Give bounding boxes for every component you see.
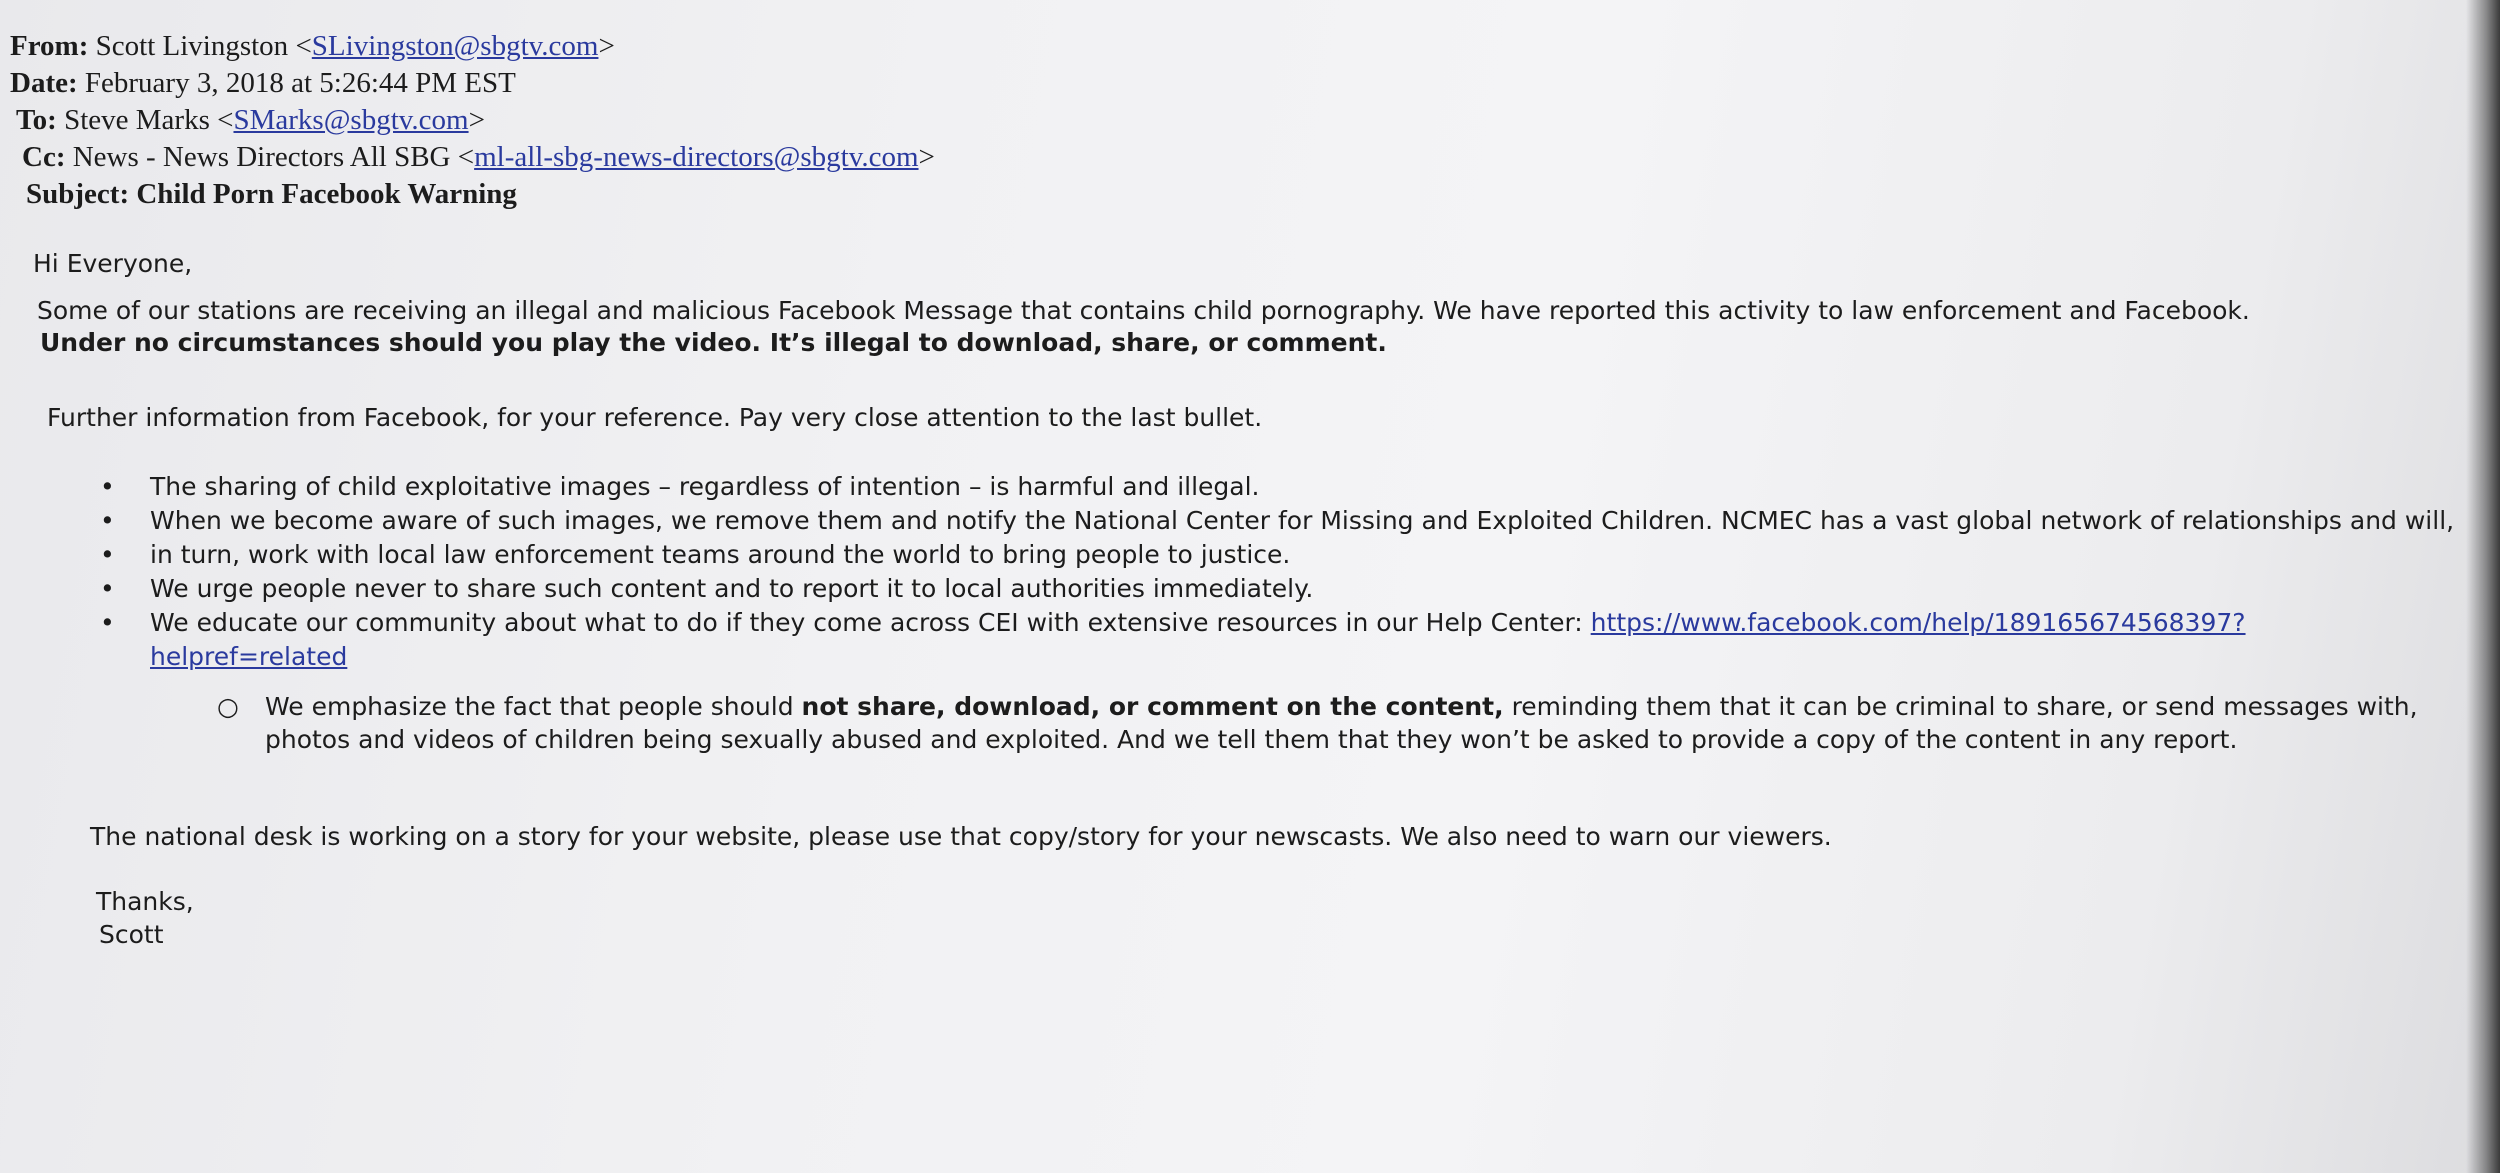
- date-label: Date:: [10, 67, 78, 99]
- greeting: Hi Everyone,: [33, 249, 193, 278]
- list-item: • When we become aware of such images, we remove them and notify the National Center for Missing and Exploited Children. NCMEC has a vast global network of relationships and will,: [90, 504, 2454, 538]
- list-item-continuation: • in turn, work with local law enforcement teams around the world to bring people to justice.: [90, 538, 2454, 572]
- subject-label: Subject:: [26, 178, 130, 210]
- circle-bullet-icon: ○: [217, 692, 239, 721]
- date-row: [10, 65, 935, 102]
- cc-row: Cc: News - News Directors All SBG <ml-all-sbg-news-directors@sbgtv.com>: [22, 141, 935, 173]
- help-center-link[interactable]: https://www.facebook.com/help/189165674568397?: [1590, 608, 2246, 637]
- signature: Scott: [99, 920, 164, 949]
- subject-value: Child Porn Facebook Warning: [136, 178, 517, 210]
- signoff: Thanks,: [96, 887, 194, 916]
- list-item: • We educate our community about what to do if they come across CEI with extensive resources in our Help Center: https://www.facebook.com/help/189165674568397? helpref=related: [90, 606, 2454, 674]
- help-center-link-cont[interactable]: helpref=related: [150, 642, 348, 671]
- from-name: Scott Livingston: [95, 30, 289, 62]
- date-value: February 3, 2018 at 5:26:44 PM EST: [84, 67, 516, 99]
- to-label: To:: [16, 104, 57, 136]
- cc-email-link[interactable]: ml-all-sbg-news-directors@sbgtv.com: [474, 141, 919, 173]
- from-row: From: Scott Livingston <SLivingston@sbgtv.com>: [10, 30, 615, 62]
- to-email-link[interactable]: SMarks@sbgtv.com: [233, 104, 469, 136]
- list-item: • The sharing of child exploitative images – regardless of intention – is harmful and illegal.: [90, 470, 2454, 504]
- sub-bullet: [217, 690, 2425, 756]
- monitor-edge: [2466, 0, 2500, 1173]
- email-header: [10, 28, 935, 213]
- cc-name: News - News Directors All SBG: [72, 141, 451, 173]
- from-email-link[interactable]: SLivingston@sbgtv.com: [311, 30, 599, 62]
- to-name: Steve Marks: [64, 104, 210, 136]
- paragraph-1: Some of our stations are receiving an illegal and malicious Facebook Message that contains child pornography. We have reported this activity to law enforcement and Facebook.: [37, 296, 2250, 325]
- cc-label: Cc:: [22, 141, 66, 173]
- paragraph-2: Further information from Facebook, for your reference. Pay very close attention to the last bullet.: [47, 403, 1263, 432]
- paragraph-1-warning: Under no circumstances should you play the video. It’s illegal to download, share, or comment.: [40, 328, 1387, 357]
- paragraph-3: The national desk is working on a story for your website, please use that copy/story for your newscasts. We also need to warn our viewers.: [90, 822, 1832, 851]
- facebook-info-list: [90, 470, 2454, 674]
- from-label: From:: [10, 30, 89, 62]
- sub-bullet-text: We emphasize the fact that people should not share, download, or comment on the content, reminding them that it can be criminal to share, or send messages with, photos and videos of children being sexually abused and exploited. And we tell them that they won’t be asked to provide a copy of the content in any report.: [265, 692, 2418, 754]
- subject-row: [10, 176, 935, 213]
- to-row: To: Steve Marks <SMarks@sbgtv.com>: [16, 104, 485, 136]
- list-item: • We urge people never to share such content and to report it to local authorities immediately.: [90, 572, 2454, 606]
